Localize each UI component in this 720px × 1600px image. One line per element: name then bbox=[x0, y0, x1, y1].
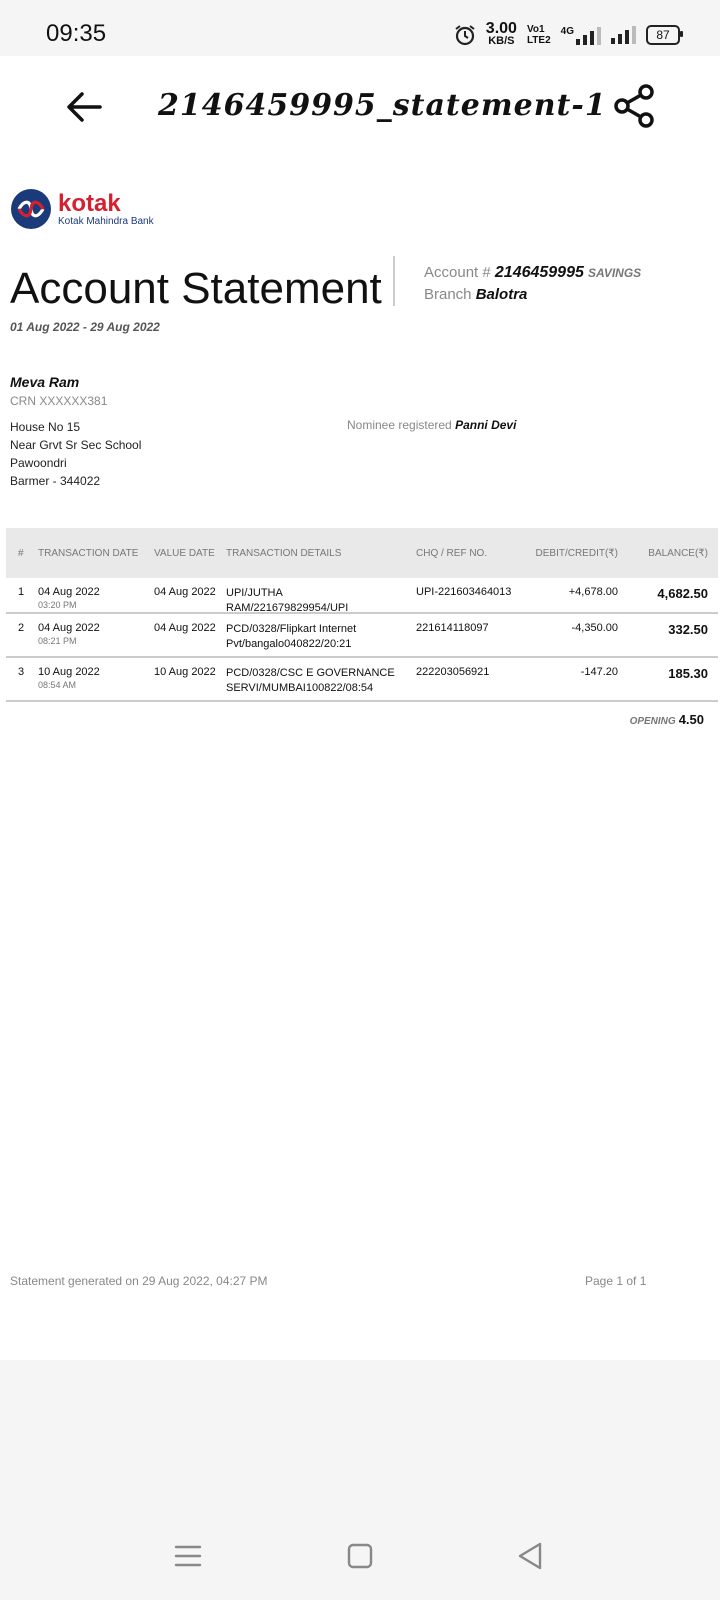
volte-indicator bbox=[527, 24, 551, 46]
address-line: Near Grvt Sr Sec School bbox=[10, 438, 142, 452]
row-date-text: 10 Aug 2022 bbox=[38, 666, 100, 678]
statement-page bbox=[0, 156, 720, 1360]
signal-bars-icon bbox=[576, 27, 601, 45]
header-value-date: VALUE DATE bbox=[154, 547, 215, 559]
header-num: # bbox=[18, 547, 24, 559]
row-value-date: 10 Aug 2022 bbox=[154, 666, 216, 678]
kotak-logo-icon bbox=[10, 188, 52, 230]
logo-bank-name: Kotak Mahindra Bank bbox=[58, 215, 154, 227]
customer-crn: CRN XXXXXX381 bbox=[10, 394, 108, 408]
account-label: Account # bbox=[424, 264, 491, 281]
account-number: 2146459995 bbox=[494, 264, 584, 281]
account-info bbox=[424, 264, 641, 282]
header-divider bbox=[393, 256, 395, 306]
alarm-icon bbox=[454, 24, 476, 46]
nominee-name: Panni Devi bbox=[455, 418, 517, 432]
row-value-date: 04 Aug 2022 bbox=[154, 586, 216, 598]
status-time: 09:35 bbox=[46, 20, 107, 47]
row-date bbox=[38, 666, 100, 690]
network-type: 4G bbox=[560, 25, 574, 37]
signal-sim1 bbox=[561, 26, 601, 45]
nominee-info bbox=[347, 418, 516, 432]
statement-period: 01 Aug 2022 - 29 Aug 2022 bbox=[10, 320, 160, 334]
row-num: 3 bbox=[18, 666, 25, 678]
volte-1: Vo1 bbox=[526, 24, 545, 35]
share-icon[interactable] bbox=[610, 82, 658, 130]
header-ref: CHQ / REF NO. bbox=[416, 547, 488, 559]
opening-value: 4.50 bbox=[678, 712, 704, 727]
table-row bbox=[6, 658, 718, 702]
document-title: 2146459995_statement-1 bbox=[158, 88, 607, 123]
row-details: PCD/0328/Flipkart Internet Pvt/bangalo040822/20:21 bbox=[226, 623, 357, 650]
table-header bbox=[6, 528, 718, 578]
row-time: 08:21 PM bbox=[38, 636, 77, 646]
row-date-text: 04 Aug 2022 bbox=[38, 586, 100, 598]
row-balance: 4,682.50 bbox=[657, 586, 708, 601]
row-value-date: 04 Aug 2022 bbox=[154, 622, 216, 634]
row-ref: UPI-221603464013 bbox=[416, 586, 512, 598]
customer-name: Meva Ram bbox=[10, 374, 80, 390]
row-date bbox=[38, 622, 100, 646]
row-balance: 332.50 bbox=[668, 622, 708, 637]
table-row bbox=[6, 578, 718, 614]
row-ref: 222203056921 bbox=[416, 666, 490, 678]
row-num: 1 bbox=[18, 586, 25, 598]
app-bar bbox=[0, 56, 720, 156]
row-details: UPI/JUTHA RAM/221679829954/UPI bbox=[226, 587, 349, 614]
home-square-icon[interactable] bbox=[344, 1540, 376, 1572]
status-icons bbox=[454, 20, 680, 50]
address-line: House No 15 bbox=[10, 420, 81, 434]
statement-title: Account Statement bbox=[10, 264, 382, 313]
back-triangle-icon[interactable] bbox=[514, 1540, 546, 1572]
nominee-label: Nominee registered bbox=[347, 418, 452, 432]
opening-label: OPENING bbox=[629, 716, 676, 727]
status-bar bbox=[0, 0, 720, 56]
address-line: Barmer - 344022 bbox=[10, 474, 101, 488]
branch-name: Balotra bbox=[475, 286, 528, 303]
menu-icon[interactable] bbox=[172, 1540, 204, 1572]
address-line: Pawoondri bbox=[10, 456, 67, 470]
header-balance: BALANCE(₹) bbox=[648, 547, 708, 559]
header-transaction-date: TRANSACTION DATE bbox=[38, 547, 139, 559]
generated-note: Statement generated on 29 Aug 2022, 04:27 PM bbox=[10, 1274, 268, 1288]
table-row bbox=[6, 614, 718, 658]
transactions-table bbox=[6, 528, 718, 732]
speed-unit: KB/S bbox=[488, 35, 515, 47]
network-speed bbox=[486, 22, 517, 48]
row-amount: +4,678.00 bbox=[568, 586, 618, 598]
speed-value: 3.00 bbox=[485, 20, 517, 37]
volte-2: LTE2 bbox=[526, 35, 551, 46]
row-details: PCD/0328/CSC E GOVERNANCE SERVI/MUMBAI100822/08:54 bbox=[226, 667, 395, 694]
bank-logo bbox=[10, 188, 154, 230]
account-type: SAVINGS bbox=[588, 266, 642, 280]
row-num: 2 bbox=[18, 622, 25, 634]
page-number: Page 1 of 1 bbox=[585, 1274, 647, 1288]
row-ref: 221614118097 bbox=[416, 622, 489, 634]
row-balance: 185.30 bbox=[668, 666, 708, 681]
row-time: 03:20 PM bbox=[38, 600, 77, 610]
row-date bbox=[38, 586, 100, 610]
logo-brand: kotak bbox=[58, 189, 121, 217]
opening-balance-row bbox=[6, 702, 718, 732]
header-details: TRANSACTION DETAILS bbox=[226, 547, 342, 559]
branch-label: Branch bbox=[424, 286, 472, 303]
opening-balance bbox=[630, 712, 704, 727]
system-nav-bar bbox=[0, 1512, 720, 1600]
row-amount: -147.20 bbox=[580, 666, 618, 678]
battery-icon: 87 bbox=[646, 25, 680, 45]
row-date-text: 04 Aug 2022 bbox=[38, 622, 100, 634]
header-amount: DEBIT/CREDIT(₹) bbox=[535, 547, 618, 559]
customer-address bbox=[10, 418, 141, 490]
back-arrow-icon[interactable] bbox=[60, 82, 110, 132]
branch-info bbox=[424, 286, 527, 303]
row-amount: -4,350.00 bbox=[571, 622, 618, 634]
signal-bars-sim2-icon bbox=[611, 26, 636, 44]
row-time: 08:54 AM bbox=[38, 680, 77, 690]
